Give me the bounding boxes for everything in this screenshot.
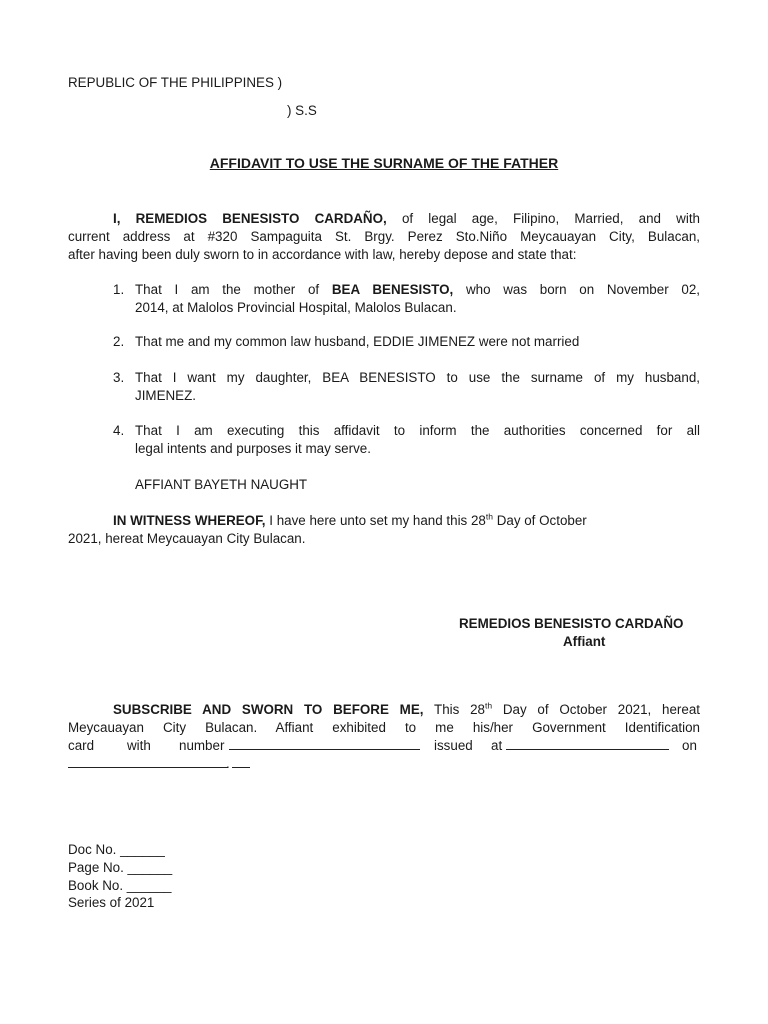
jurat-line-2: Meycauayan City Bulacan. Affiant exhibited to me his/her Government Identification bbox=[68, 720, 700, 735]
jurat-with: with bbox=[127, 738, 151, 753]
item-1-pre: That I am the mother of bbox=[135, 282, 320, 297]
witness-line-2: 2021, hereat Meycauayan City Bulacan. bbox=[68, 531, 306, 546]
jurat-sup: th bbox=[484, 700, 493, 711]
item-2-line-1: That me and my common law husband, EDDIE JIMENEZ were not married bbox=[135, 334, 580, 349]
intro-line-1 bbox=[68, 210, 700, 228]
item-number: 3. bbox=[113, 370, 125, 385]
item-number: 4. bbox=[113, 423, 125, 438]
intro-line-2: current address at #320 Sampaguita St. Brgy. Perez Sto.Niño Meycauayan City, Bulacan, bbox=[68, 229, 700, 244]
issued-on-blank bbox=[68, 755, 228, 768]
jurat-line-3 bbox=[68, 737, 700, 755]
ss-line: ) S.S bbox=[287, 103, 317, 118]
jurat-card: card bbox=[68, 738, 95, 753]
item-3-line-1: That I want my daughter, BEA BENESISTO to use the surname of my husband, bbox=[135, 370, 700, 385]
doc-no: Doc No. ______ bbox=[68, 842, 165, 857]
list-item-3 bbox=[113, 369, 700, 405]
jurat-number: number bbox=[179, 738, 225, 753]
item-1-post: who was born on November 02, bbox=[465, 282, 700, 297]
signature-name: REMEDIOS BENESISTO CARDAÑO bbox=[459, 616, 684, 631]
item-number: 1. bbox=[113, 282, 125, 297]
jurat-text-a: This 28 bbox=[434, 702, 485, 717]
witness-sup: th bbox=[485, 511, 493, 522]
series: Series of 2021 bbox=[68, 895, 155, 910]
item-number: 2. bbox=[113, 334, 125, 349]
item-4-line-1: That I am executing this affidavit to inform the authorities concerned for all bbox=[135, 423, 700, 438]
jurat-line-1 bbox=[68, 701, 700, 719]
issued-on-blank-tail bbox=[232, 755, 250, 768]
republic-line: REPUBLIC OF THE PHILIPPINES ) bbox=[68, 75, 283, 90]
id-number-blank bbox=[229, 737, 420, 750]
jurat-period: . bbox=[226, 756, 230, 771]
document-title: AFFIDAVIT TO USE THE SURNAME OF THE FATHER bbox=[209, 155, 559, 171]
item-1-line-1 bbox=[135, 281, 700, 299]
jurat-on: on bbox=[682, 738, 697, 753]
affiant-name: I, REMEDIOS BENESISTO CARDAÑO, bbox=[113, 211, 387, 226]
issued-at-blank bbox=[506, 737, 669, 750]
jurat-at: at bbox=[491, 738, 503, 753]
witness-bold: IN WITNESS WHEREOF, bbox=[113, 513, 266, 528]
book-no: Book No. ______ bbox=[68, 878, 172, 893]
jurat-line-4 bbox=[68, 755, 258, 773]
list-item-2 bbox=[113, 333, 700, 351]
page-no: Page No. ______ bbox=[68, 860, 173, 875]
witness-text-b: Day of October bbox=[496, 513, 587, 528]
jurat-issued: issued bbox=[434, 738, 473, 753]
intro-text-1: of legal age, Filipino, Married, and with bbox=[401, 211, 700, 226]
intro-line-3: after having been duly sworn to in accordance with law, hereby depose and state that: bbox=[68, 247, 577, 262]
list-item-1 bbox=[113, 281, 700, 317]
witness-text-a: I have here unto set my hand this 28 bbox=[269, 513, 486, 528]
item-4-line-2: legal intents and purposes it may serve. bbox=[135, 441, 371, 456]
list-item-4 bbox=[113, 422, 700, 458]
jurat-text-b: Day of October 2021, hereat bbox=[502, 702, 700, 717]
item-1-line-2: 2014, at Malolos Provincial Hospital, Malolos Bulacan. bbox=[135, 300, 457, 315]
signature-role: Affiant bbox=[563, 634, 606, 649]
affiant-line: AFFIANT BAYETH NAUGHT bbox=[135, 477, 308, 492]
jurat-bold: SUBSCRIBE AND SWORN TO BEFORE ME, bbox=[113, 702, 424, 717]
child-name: BEA BENESISTO, bbox=[331, 282, 454, 297]
item-3-line-2: JIMENEZ. bbox=[135, 388, 197, 403]
witness-line-1 bbox=[113, 512, 587, 530]
